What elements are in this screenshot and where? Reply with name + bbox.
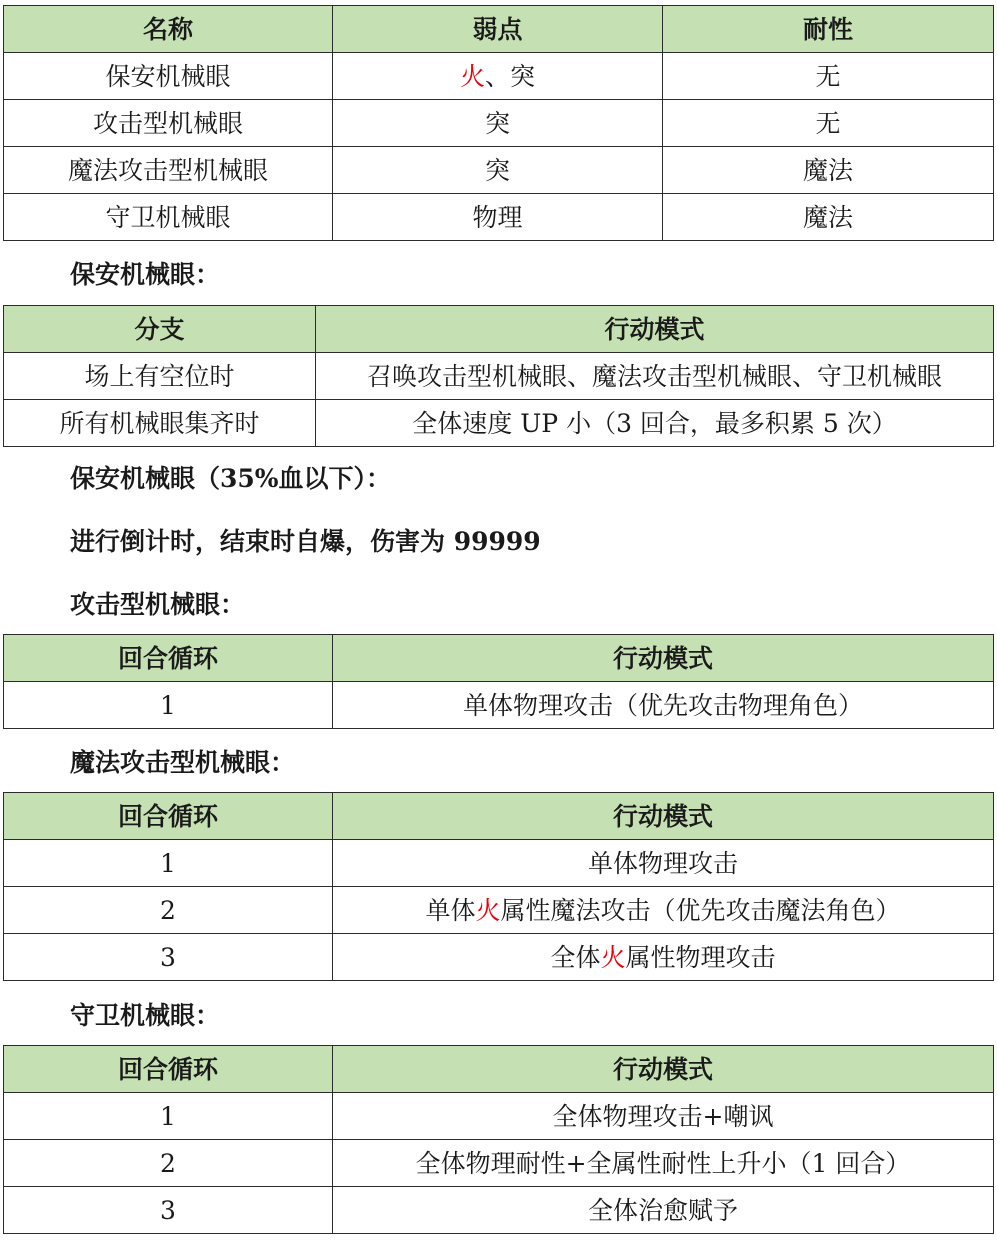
- low-hp-heading: 保安机械眼（35%血以下）：: [70, 464, 392, 493]
- table-row: [4, 147, 994, 194]
- branch-cell: 所有机械眼集齐时: [4, 400, 316, 447]
- action-text: 属性魔法攻击（优先攻击魔法角色）: [500, 895, 901, 925]
- column-header-turn: 回合循环: [4, 635, 333, 682]
- table-row: [4, 840, 994, 887]
- enemy-name-cell: 保安机械眼: [4, 53, 333, 100]
- table-row: [4, 100, 994, 147]
- action-cell: [333, 1140, 994, 1187]
- action-cell: [333, 934, 994, 981]
- attack-eye-heading: 攻击型机械眼：: [70, 590, 246, 619]
- action-cell: [333, 682, 994, 729]
- action-text: 全体物理攻击+嘲讽: [552, 1101, 774, 1131]
- table-header-row: [4, 635, 994, 682]
- table-row: [4, 194, 994, 241]
- table-row: [4, 934, 994, 981]
- action-text: 单体: [425, 895, 476, 925]
- action-cell: [333, 1093, 994, 1140]
- weakness-cell: [333, 100, 663, 147]
- security-eye-heading: 保安机械眼：: [70, 260, 221, 289]
- column-header-action: 行动模式: [316, 306, 994, 353]
- weakness-text: 、突: [485, 61, 536, 91]
- table-row: [4, 1140, 994, 1187]
- table-header-row: [4, 306, 994, 353]
- action-cell: 召唤攻击型机械眼、魔法攻击型机械眼、守卫机械眼: [316, 353, 994, 400]
- turn-cell: 3: [4, 1187, 333, 1234]
- resistance-cell: 无: [663, 53, 994, 100]
- column-header-name: 名称: [4, 6, 333, 53]
- table-row: [4, 1093, 994, 1140]
- turn-cell: 2: [4, 1140, 333, 1187]
- resistance-cell: 魔法: [663, 147, 994, 194]
- weakness-table: [3, 5, 994, 241]
- action-text: 全体: [550, 942, 601, 972]
- weakness-text: 物理: [472, 202, 523, 232]
- fire-highlight: 火: [600, 942, 626, 972]
- action-text: 单体物理攻击: [587, 848, 738, 878]
- column-header-weakness: 弱点: [333, 6, 663, 53]
- action-text: 全体治愈赋予: [587, 1195, 738, 1225]
- table-header-row: [4, 6, 994, 53]
- resistance-cell: 无: [663, 100, 994, 147]
- turn-cell: 2: [4, 887, 333, 934]
- table-row: [4, 353, 994, 400]
- table-row: [4, 400, 994, 447]
- magic-eye-table: [3, 792, 994, 981]
- table-row: [4, 682, 994, 729]
- turn-cell: 1: [4, 840, 333, 887]
- weakness-text: 突: [484, 155, 510, 185]
- column-header-turn: 回合循环: [4, 1046, 333, 1093]
- self-destruct-note: 进行倒计时，结束时自爆，伤害为 99999: [70, 527, 541, 556]
- guard-eye-heading: 守卫机械眼：: [70, 1001, 221, 1030]
- action-text: 全体物理耐性+全属性耐性上升小（1 回合）: [415, 1148, 911, 1178]
- column-header-resistance: 耐性: [663, 6, 994, 53]
- column-header-turn: 回合循环: [4, 793, 333, 840]
- action-text: 单体物理攻击（优先攻击物理角色）: [462, 690, 863, 720]
- turn-cell: 3: [4, 934, 333, 981]
- fire-highlight: 火: [475, 895, 501, 925]
- enemy-name-cell: 攻击型机械眼: [4, 100, 333, 147]
- enemy-name-cell: 守卫机械眼: [4, 194, 333, 241]
- fire-weakness-highlight: 火: [459, 61, 485, 91]
- table-header-row: [4, 793, 994, 840]
- action-cell: [333, 840, 994, 887]
- action-cell: [333, 1187, 994, 1234]
- enemy-name-cell: 魔法攻击型机械眼: [4, 147, 333, 194]
- weakness-cell: [333, 194, 663, 241]
- magic-eye-heading: 魔法攻击型机械眼：: [70, 748, 296, 777]
- column-header-action: 行动模式: [333, 1046, 994, 1093]
- turn-cell: 1: [4, 1093, 333, 1140]
- turn-cell: 1: [4, 682, 333, 729]
- column-header-branch: 分支: [4, 306, 316, 353]
- column-header-action: 行动模式: [333, 635, 994, 682]
- guard-eye-table: [3, 1045, 994, 1234]
- action-cell: [333, 887, 994, 934]
- action-text: 属性物理攻击: [625, 942, 776, 972]
- weakness-cell: [333, 53, 663, 100]
- weakness-cell: [333, 147, 663, 194]
- column-header-action: 行动模式: [333, 793, 994, 840]
- table-row: [4, 1187, 994, 1234]
- action-cell: 全体速度 UP 小（3 回合，最多积累 5 次）: [316, 400, 994, 447]
- resistance-cell: 魔法: [663, 194, 994, 241]
- attack-eye-table: [3, 634, 994, 729]
- table-header-row: [4, 1046, 994, 1093]
- branch-cell: 场上有空位时: [4, 353, 316, 400]
- weakness-text: 突: [484, 108, 510, 138]
- table-row: [4, 53, 994, 100]
- table-row: [4, 887, 994, 934]
- security-eye-table: [3, 305, 994, 447]
